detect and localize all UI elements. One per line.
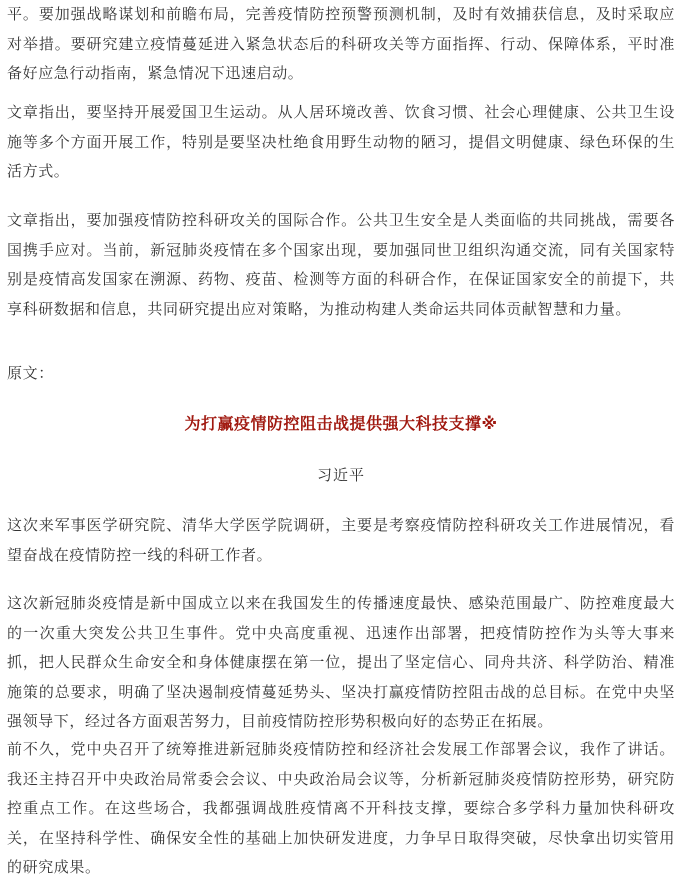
speech-author: 习近平 bbox=[316, 466, 365, 484]
speech-title: 为打赢疫情防控阻击战提供强大科技支撑※ bbox=[184, 414, 498, 433]
speech-paragraph-2: 这次新冠肺炎疫情是新中国成立以来在我国发生的传播速度最快、感染范围最广、防控难度最大的一次重大突发公共卫生事件。党中央高度重视、迅速作出部署，把疫情防控作为头等大事来抓，把人民群众生命安全和身体健康摆在第一位，提出了坚定信心、同舟共济、科学防治、精准施策的总要求，明确了坚决遏制疫情蔓延势头、坚决打赢疫情防控阻击战的总目标。在党中央坚强领导下，经过各方面艰苦努力，目前疫情防控形势积极向好的态势正在拓展。 bbox=[7, 594, 675, 730]
article-paragraph-1: 平。要加强战略谋划和前瞻布局，完善疫情防控预警预测机制，及时有效捕获信息，及时采取应对举措。要研究建立疫情蔓延进入紧急状态后的科研攻关等方面指挥、行动、保障体系，平时准备好应急行动指南，紧急情况下迅速启动。 bbox=[7, 5, 675, 82]
speech-paragraph-3: 前不久，党中央召开了统筹推进新冠肺炎疫情防控和经济社会发展工作部署会议，我作了讲话。我还主持召开中央政治局常委会会议、中央政治局会议等，分析新冠肺炎疫情防控形势，研究防控重点工作。在这些场合，我都强调战胜疫情离不开科技支撑，要综合多学科力量加快科研攻关，在坚持科学性、确保安全性的基础上加快研发进度，力争早日取得突破，尽快拿出切实管用的研究成果。 bbox=[7, 740, 675, 876]
speech-paragraph-1: 这次来军事医学研究院、清华大学医学院调研，主要是考察疫情防控科研攻关工作进展情况，看望奋战在疫情防控一线的科研工作者。 bbox=[7, 516, 675, 564]
original-text-label: 原文： bbox=[7, 364, 54, 382]
article-paragraph-3: 文章指出，要加强疫情防控科研攻关的国际合作。公共卫生安全是人类面临的共同挑战，需要各国携手应对。当前，新冠肺炎疫情在多个国家出现，要加强同世卫组织沟通交流，同有关国家特别是疫情高发国家在溯源、药物、疫苗、检测等方面的科研合作，在保证国家安全的前提下，共享科研数据和信息，共同研究提出应对策略，为推动构建人类命运共同体贡献智慧和力量。 bbox=[7, 211, 675, 318]
article-paragraph-2: 文章指出，要坚持开展爱国卫生运动。从人居环境改善、饮食习惯、社会心理健康、公共卫生设施等多个方面开展工作，特别是要坚决杜绝食用野生动物的陋习，提倡文明健康、绿色环保的生活方式。 bbox=[7, 103, 675, 180]
